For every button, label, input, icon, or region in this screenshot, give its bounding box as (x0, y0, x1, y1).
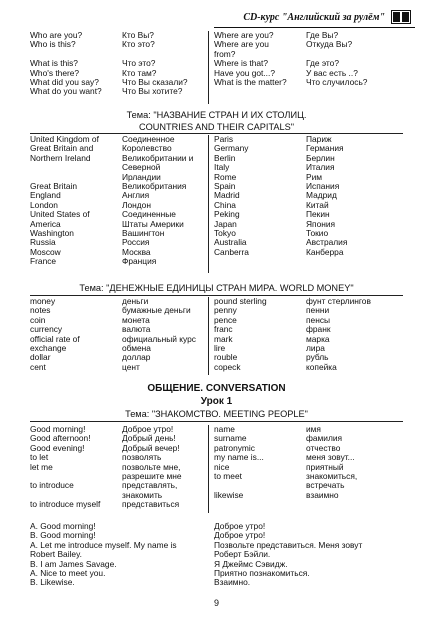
money-left-en: money notes coin currency official rate of exchange dollar cent (30, 296, 80, 372)
conversation-left-ru: Доброе утро! Добрый день! Добрый вечер! позволять позвольте мне, разрешите мне представлять, знакомить представиться (122, 424, 182, 510)
conversation-divider (208, 425, 209, 513)
header-rule (214, 27, 415, 28)
countries-divider (208, 135, 209, 273)
conversation-rule (30, 421, 403, 422)
money-right-en: pound sterling penny pence franc mark lire rouble copeck (214, 296, 267, 372)
book-icon (391, 10, 411, 24)
phrases-right-en: Where are you? Where are you from? Where is that? Have you got...? What is the matter? (214, 30, 287, 88)
conversation-title: Тема: "ЗНАКОМСТВО. MEETING PEOPLE" (125, 409, 308, 419)
running-header (243, 8, 411, 26)
money-left-ru: деньги бумажные деньги монета валюта официальный курс обмена доллар цент (122, 296, 196, 372)
money-title: Тема: "ДЕНЕЖНЫЕ ЕДИНИЦЫ СТРАН МИРА. WORLD MONEY" (79, 283, 354, 293)
countries-title-line2: COUNTRIES AND THEIR CAPITALS" (138, 122, 295, 132)
lesson-heading: Урок 1 (200, 396, 233, 407)
countries-left-en: United Kingdom of Great Britain and Northern Ireland Great Britain England London United States of America Washington Russia Moscow France (30, 134, 99, 267)
dialogue-en: A. Good morning! B. Good morning! A. Let me introduce myself. My name is Robert Bailey. B. I am James Savage. A. Nice to meet you. B. Likewise. (30, 521, 177, 588)
countries-right-ru: Париж Германия Берлин Италия Рим Испания Мадрид Китай Пекин Япония Токио Австралия Канберра (306, 134, 348, 257)
header-text: CD-курс "Английский за рулём" (243, 11, 385, 23)
conversation-right-en: name surname patronymic my name is... nice to meet likewise (214, 424, 264, 500)
page-number: 9 (213, 598, 219, 608)
conversation-heading: ОБЩЕНИЕ. CONVERSATION (147, 383, 286, 394)
dialogue-ru: Доброе утро! Доброе утро! Позвольте представиться. Меня зовут Роберт Бэйли. Я Джеймс Сэвидж. Приятно познакомиться. Взаимно. (214, 521, 363, 588)
countries-title-line1: Тема: "НАЗВАНИЕ СТРАН И ИХ СТОЛИЦ. (126, 110, 307, 120)
conversation-right-ru: имя фамилия отчество меня зовут... приятный знакомиться, встречать взаимно (306, 424, 358, 500)
conversation-left-en: Good morning! Good afternoon! Good evening! to let let me to introduce to introduce myself (30, 424, 101, 510)
phrases-right-ru: Где Вы? Откуда Вы? Где это? У вас есть ..? Что случилось? (306, 30, 368, 88)
phrases-left-ru: Кто Вы? Кто это? Что это? Кто там? Что Вы сказали? Что Вы хотите? (122, 30, 188, 97)
countries-right-en: Paris Germany Berlin Italy Rome Spain Madrid China Peking Japan Tokyo Australia Canberra (214, 134, 249, 257)
phrases-left-en: Who are you? Who is this? What is this? Who's there? What did you say? What do you want? (30, 30, 102, 97)
money-right-ru: фунт стерлингов пенни пенсы франк марка лира рубль копейка (306, 296, 371, 372)
countries-left-ru: Соединенное Королевство Великобритании и Северной Ирландии Великобритания Англия Лондон Соединенные Штаты Америки Вашингтон Россия Москва Франция (122, 134, 194, 267)
money-divider (208, 297, 209, 375)
phrases-divider (208, 31, 209, 104)
